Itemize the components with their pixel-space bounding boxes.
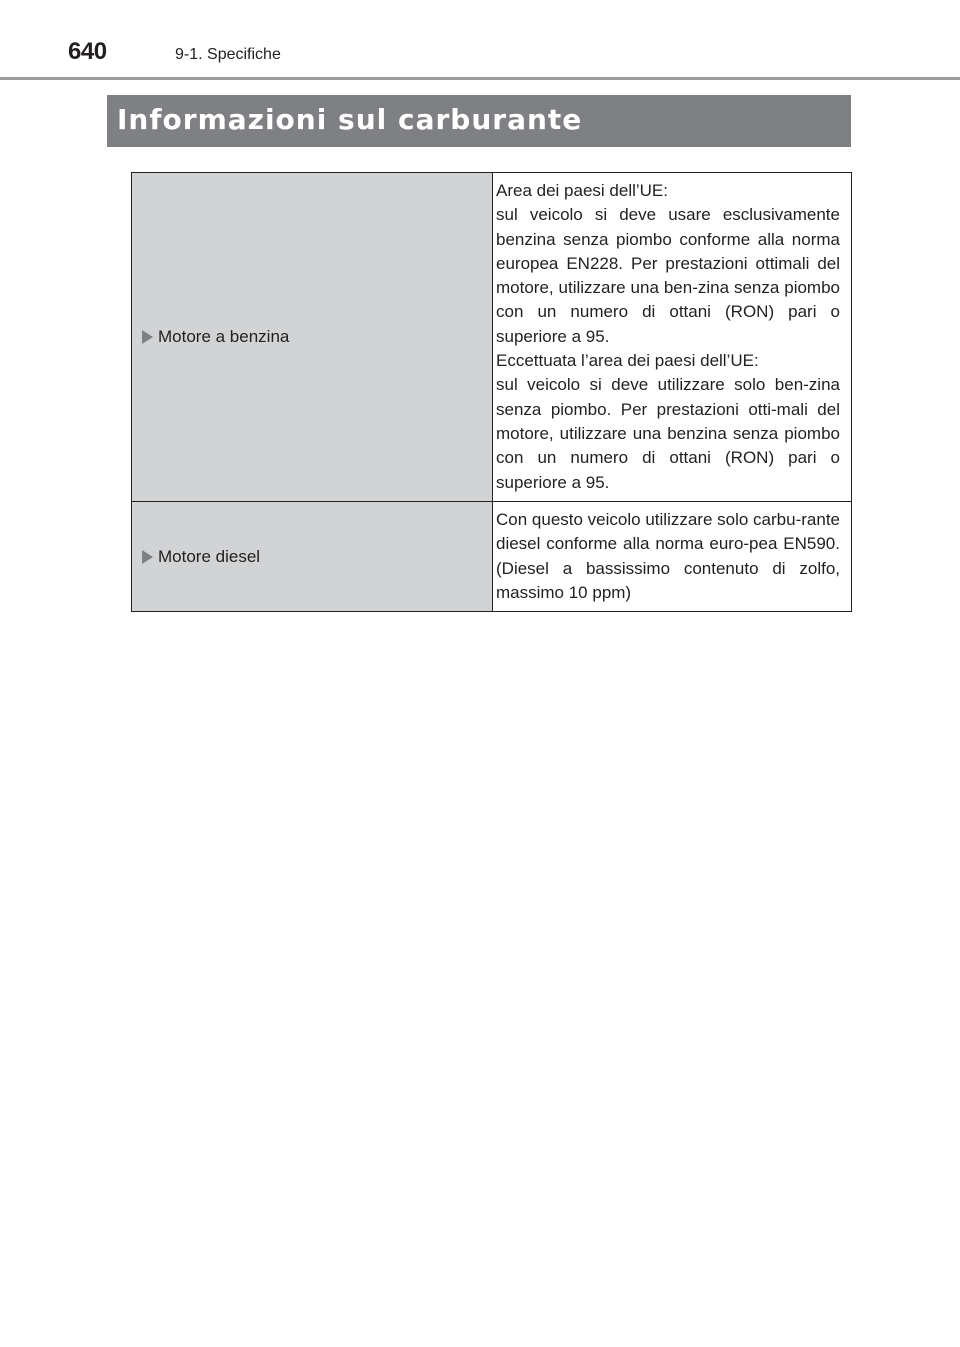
engine-type-label: Motore diesel (158, 546, 261, 566)
engine-type-cell (132, 173, 493, 502)
engine-type-label: Motore a benzina (158, 327, 290, 346)
fuel-description-cell (493, 502, 852, 612)
section-label: 9-1. Specifiche (175, 46, 281, 63)
table-row (132, 502, 852, 612)
triangle-bullet-icon (142, 550, 153, 564)
page-number: 640 (68, 38, 107, 65)
table-row (132, 173, 852, 502)
fuel-description-cell (493, 173, 852, 502)
triangle-bullet-icon (142, 330, 153, 344)
header-divider (0, 77, 960, 80)
description-paragraph: sul veicolo si deve utilizzare solo ben-zina senza piombo. Per prestazioni otti-mali del motore, utilizzare una benzina senza piombo con un numero di ottani (RON) pari o superiore a 95. (496, 375, 840, 492)
description-paragraph: sul veicolo si deve usare esclusivamente benzina senza piombo conforme alla norma europea EN228. Per prestazioni ottimali del motore, utilizzare una ben-zina senza piombo con un numero di ottani (RON) pari o superiore a 95. (496, 205, 840, 346)
description-paragraph: Eccettuata l’area dei paesi dell’UE: (496, 351, 759, 371)
section-title-bar (107, 95, 851, 147)
section-title: Informazioni sul carburante (117, 103, 583, 136)
description-paragraph: Con questo veicolo utilizzare solo carbu-rante diesel conforme alla norma euro-pea EN590. (Diesel a bassissimo contenuto di zolfo, massimo 10 ppm) (496, 510, 840, 602)
page-header (0, 0, 960, 80)
engine-type-cell (132, 502, 493, 612)
fuel-info-table (131, 172, 852, 612)
description-paragraph: Area dei paesi dell’UE: (496, 181, 668, 200)
